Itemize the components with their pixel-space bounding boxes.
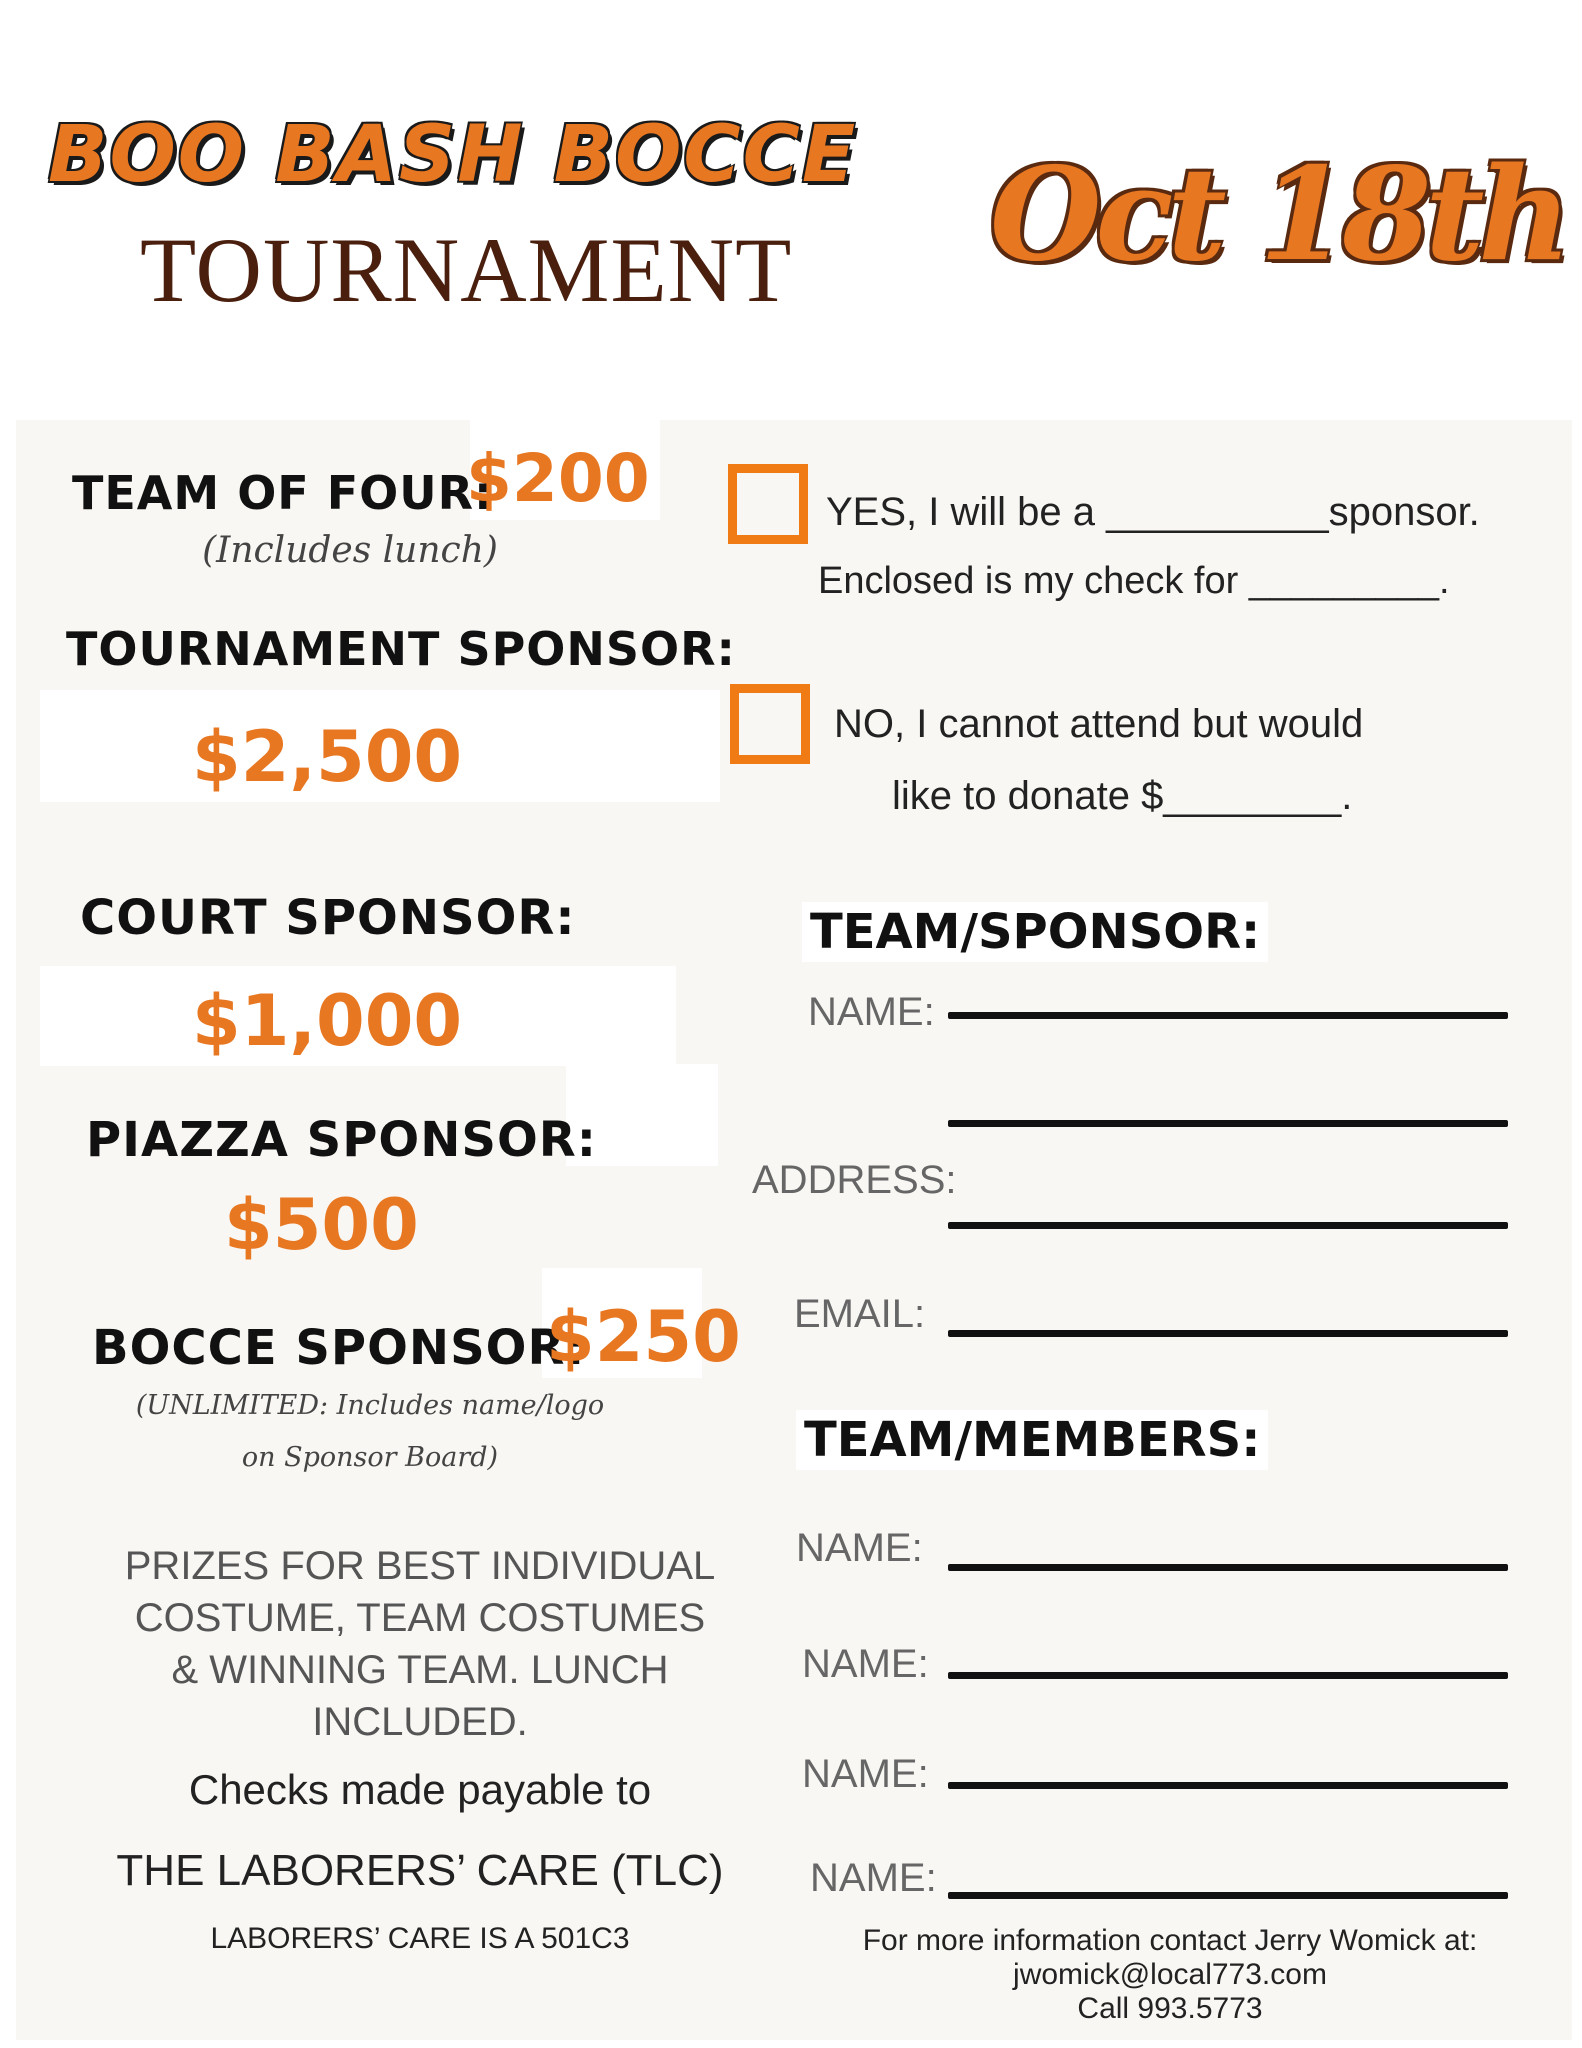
event-subtitle: TOURNAMENT — [140, 219, 793, 321]
team-sponsor-heading: TEAM/SPONSOR: — [802, 902, 1268, 962]
tier-bocce-note: on Sponsor Board) — [241, 1442, 499, 1473]
sponsor-name-label: NAME: — [808, 990, 935, 1034]
member-name-label: NAME: — [810, 1856, 937, 1900]
member-name-label: NAME: — [796, 1526, 923, 1570]
tier-team-of-four-price: $200 — [466, 440, 650, 517]
event-title: BOO BASH BOCCE — [48, 110, 858, 200]
email-label: EMAIL: — [794, 1292, 926, 1336]
address-label: ADDRESS: — [752, 1158, 957, 1202]
contact-phone: Call 993.5773 — [1077, 1992, 1263, 2025]
member-name-field[interactable] — [948, 1892, 1508, 1899]
prizes-line: COSTUME, TEAM COSTUMES — [134, 1596, 706, 1640]
no-option-text: NO, I cannot attend but would — [834, 702, 1364, 746]
contact-info — [820, 1924, 1520, 2026]
payment-nonprofit: LABORERS’ CARE IS A 501C3 — [210, 1922, 630, 1955]
email-field[interactable] — [948, 1330, 1508, 1337]
sponsor-name-field[interactable] — [948, 1012, 1508, 1019]
address-field[interactable] — [948, 1222, 1508, 1229]
tier-bocce-label: BOCCE SPONSOR: — [92, 1320, 586, 1376]
prizes-text — [110, 1540, 730, 1748]
member-name-field[interactable] — [948, 1672, 1508, 1679]
sponsor-name-field-2[interactable] — [948, 1120, 1508, 1127]
tier-tournament-label: TOURNAMENT SPONSOR: — [66, 622, 736, 676]
prizes-line: INCLUDED. — [312, 1700, 528, 1744]
payment-payee: THE LABORERS’ CARE (TLC) — [116, 1846, 724, 1895]
contact-email[interactable]: jwomick@local773.com — [1013, 1958, 1327, 1991]
tier-bocce-price: $250 — [546, 1296, 741, 1378]
prizes-line: PRIZES FOR BEST INDIVIDUAL — [124, 1544, 716, 1588]
event-date: Oct 18th — [990, 140, 1566, 290]
yes-option-text: YES, I will be a __________sponsor. — [826, 490, 1480, 534]
member-name-field[interactable] — [948, 1782, 1508, 1789]
team-members-heading: TEAM/MEMBERS: — [796, 1410, 1268, 1470]
payment-line: Checks made payable to — [188, 1766, 652, 1813]
tier-piazza-label: PIAZZA SPONSOR: — [86, 1112, 597, 1168]
no-checkbox[interactable] — [730, 684, 810, 764]
prizes-line: & WINNING TEAM. LUNCH — [171, 1648, 669, 1692]
no-option-donate: like to donate $________. — [892, 774, 1353, 818]
tier-team-of-four-note: (Includes lunch) — [202, 530, 498, 571]
contact-line: For more information contact Jerry Womick at: — [862, 1924, 1478, 1957]
tier-court-label: COURT SPONSOR: — [80, 890, 576, 946]
member-name-label: NAME: — [802, 1642, 929, 1686]
tier-court-price: $1,000 — [192, 980, 463, 1062]
member-name-field[interactable] — [948, 1564, 1508, 1571]
yes-option-check: Enclosed is my check for _________. — [818, 560, 1450, 602]
tier-team-of-four-label: TEAM OF FOUR: — [72, 466, 494, 520]
tier-tournament-price: $2,500 — [192, 716, 463, 798]
tier-piazza-price: $500 — [224, 1184, 419, 1266]
tier-bocce-note: (UNLIMITED: Includes name/logo — [135, 1390, 605, 1421]
yes-checkbox[interactable] — [728, 464, 808, 544]
member-name-label: NAME: — [802, 1752, 929, 1796]
